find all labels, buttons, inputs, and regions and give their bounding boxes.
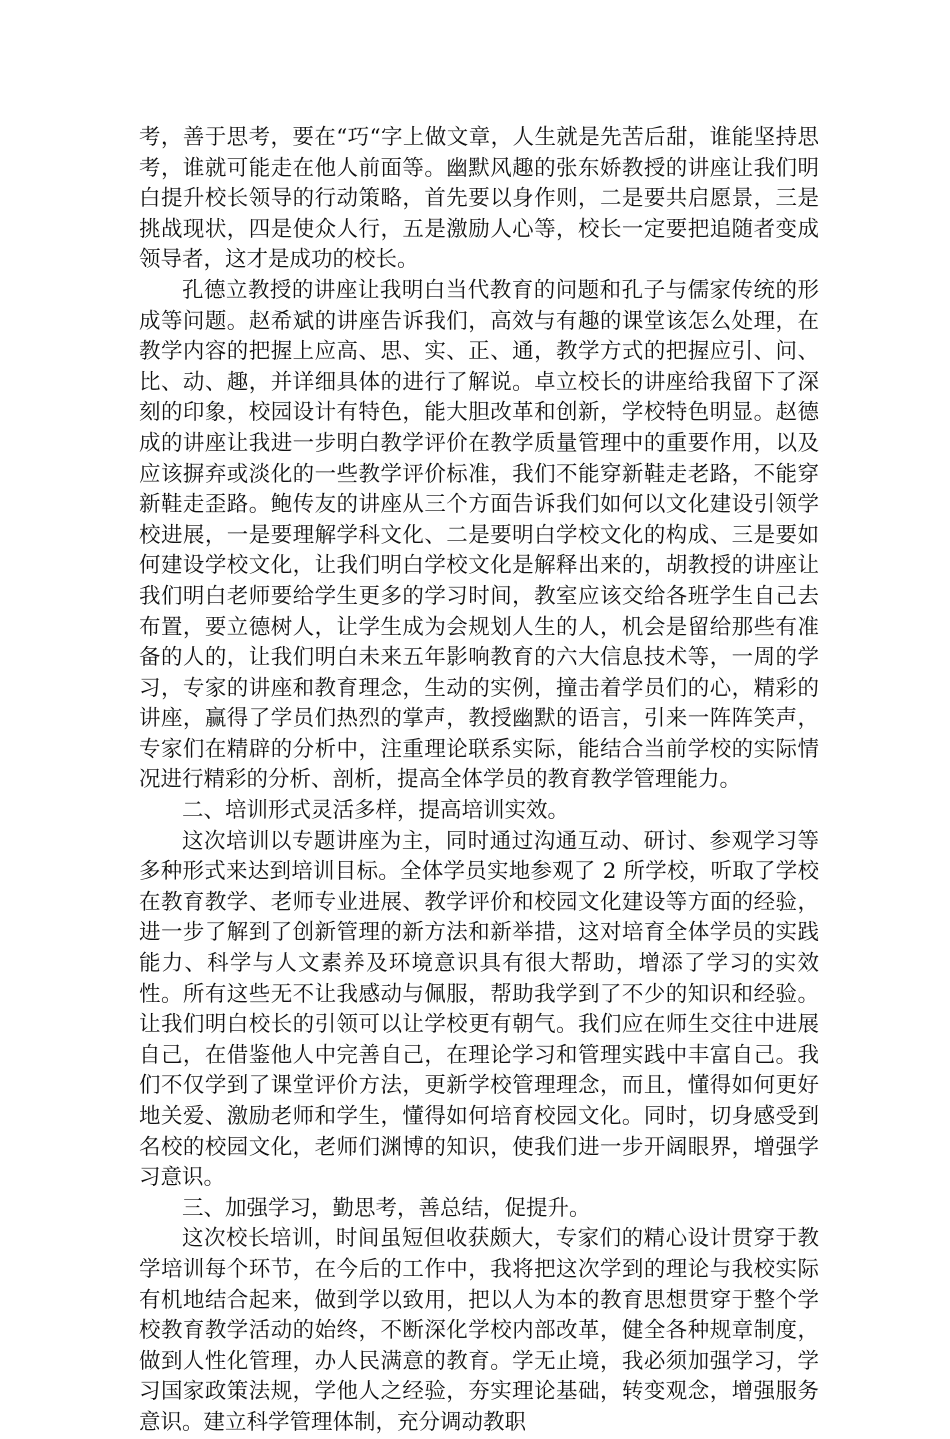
section-heading-2: 二、培训形式灵活多样，提高培训实效。 (182, 798, 570, 824)
paragraph-3: 这次培训以专题讲座为主，同时通过沟通互动、研讨、参观学习等多种形式来达到培训目标。全体学员实地参观了 2 所学校，听取了学校在教育教学、老师专业进展、教学评价和校园文化建设等方面的经验，进一步了解到了创新管理的新方法和新举措，这对培育全体学员的实践能力、科学与人文素养及环境意识具有很大帮助，增添了学习的实效性。所有这些无不让我感动与佩服，帮助我学到了不少的知识和经验。让我们明白校长的引领可以让学校更有朝气。我们应在师生交往中进展自己，在借鉴他人中完善自己，在理论学习和管理实践中丰富自己。我们不仅学到了课堂评价方法，更新学校管理理念，而且，懂得如何更好地关爱、激励老师和学生，懂得如何培育校园文化。同时，切身感受到名校的校园文化，老师们渊博的知识，使我们进一步开阔眼界，增强学习意识。 (139, 828, 819, 1191)
section-heading-3: 三、加强学习，勤思考，善总结，促提升。 (182, 1195, 591, 1221)
paragraph-1: 考，善于思考，要在“巧“字上做文章，人生就是先苦后甜，谁能坚持思考，谁就可能走在他人前面等。幽默风趣的张东娇教授的讲座让我们明白提升校长领导的行动策略，首先要以身作则，二是要共启愿景，三是挑战现状，四是使众人行，五是激励人心等，校长一定要把追随者变成领导者，这才是成功的校长。 (139, 125, 819, 273)
document-page (139, 123, 819, 1439)
paragraph-2: 孔德立教授的讲座让我明白当代教育的问题和孔子与儒家传统的形成等问题。赵希斌的讲座告诉我们，高效与有趣的课堂该怎么处理，在教学内容的把握上应高、思、实、正、通，教学方式的把握应引、问、比、动、趣，并详细具体的进行了解说。卓立校长的讲座给我留下了深刻的印象，校园设计有特色，能大胆改革和创新，学校特色明显。赵德成的讲座让我进一步明白教学评价在教学质量管理中的重要作用，以及应该摒弃或淡化的一些教学评价标准，我们不能穿新鞋走老路，不能穿新鞋走歪路。鲍传友的讲座从三个方面告诉我们如何以文化建设引领学校进展，一是要理解学科文化、二是要明白学校文化的构成、三是要如何建设学校文化，让我们明白学校文化是解释出来的，胡教授的讲座让我们明白老师要给学生更多的学习时间，教室应该交给各班学生自己去布置，要立德树人，让学生成为会规划人生的人，机会是留给那些有准备的人的，让我们明白未来五年影响教育的六大信息技术等，一周的学习，专家的讲座和教育理念，生动的实例，撞击着学员们的心，精彩的讲座，赢得了学员们热烈的掌声，教授幽默的语言，引来一阵阵笑声，专家们在精辟的分析中，注重理论联系实际，能结合当前学校的实际情况进行精彩的分析、剖析，提高全体学员的教育教学管理能力。 (139, 277, 819, 793)
paragraph-4: 这次校长培训，时间虽短但收获颇大，专家们的精心设计贯穿于教学培训每个环节，在今后的工作中，我将把这次学到的理论与我校实际有机地结合起来，做到学以致用，把以人为本的教育思想贯穿于整个学校教育教学活动的始终，不断深化学校内部改革，健全各种规章制度，做到人性化管理，办人民满意的教育。学无止境，我必须加强学习，学习国家政策法规，学他人之经验，夯实理论基础，转变观念，增强服务意识。建立科学管理体制，充分调动教职 (139, 1226, 819, 1435)
